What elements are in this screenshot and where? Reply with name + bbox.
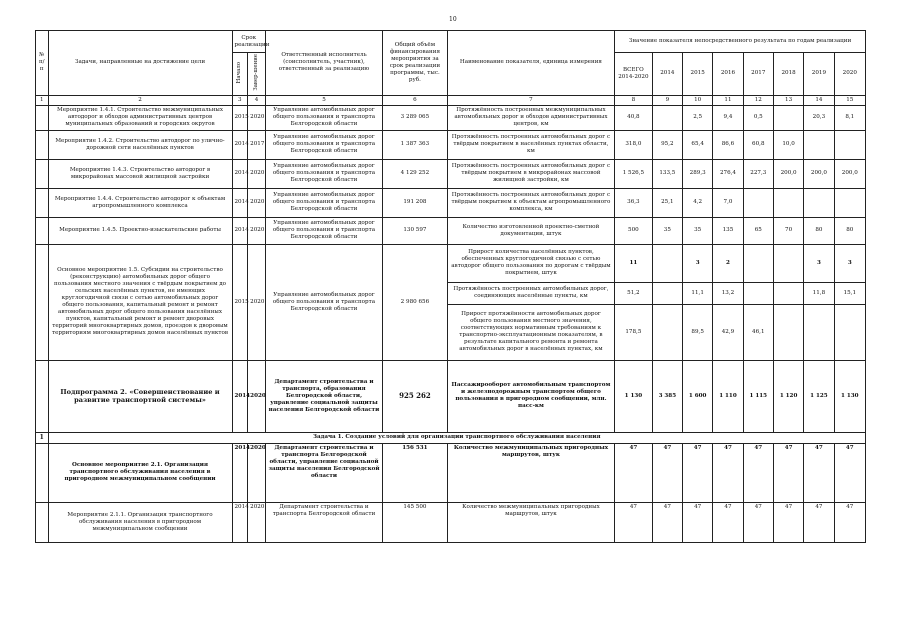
col-number: 7: [447, 95, 614, 105]
header-num: № п/п: [36, 31, 49, 96]
value-cell: 133,5: [652, 159, 682, 188]
value-cell: 200,0: [804, 159, 834, 188]
table-row: [36, 502, 866, 542]
task-cell: Мероприятие 1.4.5. Проектно-изыскательские работы: [48, 217, 232, 244]
col-number: 1: [36, 95, 49, 105]
budget-cell: 145 500: [383, 502, 448, 542]
end-cell: 2020: [248, 217, 266, 244]
indicator-cell: Протяжённость построенных автомобильных дорог с твёрдым покрытием в микрорайонах массовой жилищной застройки, км: [447, 159, 614, 188]
end-cell: 2017: [248, 130, 266, 159]
value-cell: 1 600: [683, 360, 713, 432]
header-year: 2018: [773, 53, 803, 96]
value-cell: 47: [652, 502, 682, 542]
value-cell: 15,1: [834, 282, 865, 304]
header-values-title: Значение показателя непосредственного результата по годам реализации: [615, 31, 866, 53]
value-cell: 3: [804, 244, 834, 282]
col-number: 5: [265, 95, 382, 105]
page-number: 10: [449, 16, 457, 23]
start-cell: 2015: [232, 244, 248, 360]
table-row: [36, 130, 866, 159]
value-cell: 86,6: [713, 130, 743, 159]
indicator-cell: Протяжённость построенных автомобильных дорог с твёрдым покрытием к объектам агропромышленного комплекса, км: [447, 188, 614, 217]
end-cell: 2020: [248, 105, 266, 130]
col-number: 6: [383, 95, 448, 105]
value-cell: [804, 304, 834, 360]
task-cell: Мероприятие 1.4.1. Строительство межмуниципальных автодорог и обходов административных центров муниципальных образований и городских округов: [48, 105, 232, 130]
value-cell: [743, 188, 773, 217]
value-cell: 1 110: [713, 360, 743, 432]
executor-cell: Управление автомобильных дорог общего пользования и транспорта Белгородской области: [265, 130, 382, 159]
value-cell: [773, 105, 803, 130]
task-cell: Основное мероприятие 2.1. Организация транспортного обслуживания населения в пригородном межмуниципальном сообщении: [48, 443, 232, 502]
value-cell: 47: [773, 443, 803, 502]
budget-cell: 1 387 363: [383, 130, 448, 159]
start-cell: 2014: [232, 360, 248, 432]
value-cell: 47: [615, 443, 653, 502]
task-cell: Мероприятие 1.4.3. Строительство автодорог в микрорайонах массовой жилищной застройки: [48, 159, 232, 188]
value-cell: 0,5: [743, 105, 773, 130]
table-row: [36, 217, 866, 244]
end-cell: 2020: [248, 244, 266, 360]
table-row: [36, 105, 866, 130]
end-cell: 2020: [248, 360, 266, 432]
value-cell: 47: [683, 443, 713, 502]
value-cell: 95,2: [652, 130, 682, 159]
value-cell: 3: [834, 244, 865, 282]
start-cell: 2015: [232, 105, 248, 130]
value-cell: 1 125: [804, 360, 834, 432]
value-cell: 25,1: [652, 188, 682, 217]
col-number: 4: [248, 95, 266, 105]
header-start-label: Начало: [236, 61, 243, 84]
value-cell: 1 120: [773, 360, 803, 432]
end-cell: 2020: [248, 188, 266, 217]
subprogram-row: [36, 360, 866, 432]
start-cell: 2014: [232, 188, 248, 217]
value-cell: 46,1: [743, 304, 773, 360]
header-year: 2020: [834, 53, 865, 96]
value-cell: 2: [713, 244, 743, 282]
value-cell: 47: [615, 502, 653, 542]
budget-cell: 2 980 656: [383, 244, 448, 360]
end-cell: 2020: [248, 443, 266, 502]
indicator-cell: Количество межмуниципальных пригородных маршрутов, штук: [447, 443, 614, 502]
value-cell: 3: [683, 244, 713, 282]
value-cell: 47: [773, 502, 803, 542]
start-cell: 2014: [232, 443, 248, 502]
value-cell: 51,2: [615, 282, 653, 304]
value-cell: [652, 244, 682, 282]
value-cell: 227,3: [743, 159, 773, 188]
value-cell: 1 130: [615, 360, 653, 432]
value-cell: 11,8: [804, 282, 834, 304]
value-cell: [773, 244, 803, 282]
value-cell: 2,5: [683, 105, 713, 130]
col-number: 13: [773, 95, 803, 105]
task-cell: Мероприятие 1.4.2. Строительство автодорог по улично-дорожной сети населённых пунктов: [48, 130, 232, 159]
executor-cell: Управление автомобильных дорог общего пользования и транспорта Белгородской области: [265, 244, 382, 360]
header-year: 2019: [804, 53, 834, 96]
value-cell: 89,5: [683, 304, 713, 360]
header-year: 2015: [683, 53, 713, 96]
value-cell: 40,8: [615, 105, 653, 130]
col-number: 11: [713, 95, 743, 105]
value-cell: 1 526,5: [615, 159, 653, 188]
value-cell: [804, 130, 834, 159]
value-cell: 42,9: [713, 304, 743, 360]
budget-cell: 156 531: [383, 443, 448, 502]
value-cell: 35: [652, 217, 682, 244]
value-cell: 47: [834, 443, 865, 502]
value-cell: [773, 188, 803, 217]
indicator-cell: Протяжённость построенных автомобильных дорог с твёрдым покрытием в населённых пунктах области, км: [447, 130, 614, 159]
indicator-cell: Прирост протяжённости автомобильных дорог общего пользования местного значения, соответствующих нормативным требованиям к транспортно-эксплуатационным показателям, в результате капитального ремонта и ремонта автомобильных дорог в населённых пунктах, км: [447, 304, 614, 360]
value-cell: 47: [713, 443, 743, 502]
value-cell: 70: [773, 217, 803, 244]
value-cell: 276,4: [713, 159, 743, 188]
col-number: 12: [743, 95, 773, 105]
header-year: ВСЕГО 2014-2020: [615, 53, 653, 96]
value-cell: [834, 304, 865, 360]
value-cell: 178,5: [615, 304, 653, 360]
value-cell: 20,3: [804, 105, 834, 130]
value-cell: 47: [713, 502, 743, 542]
value-cell: 4,2: [683, 188, 713, 217]
value-cell: 8,1: [834, 105, 865, 130]
indicator-cell: Количество межмуниципальных пригородных маршрутов, штук: [447, 502, 614, 542]
header-end: [248, 53, 266, 96]
value-cell: [652, 105, 682, 130]
value-cell: 11,1: [683, 282, 713, 304]
value-cell: 289,3: [683, 159, 713, 188]
start-cell: 2014: [232, 502, 248, 542]
value-cell: 1 130: [834, 360, 865, 432]
value-cell: 65,4: [683, 130, 713, 159]
end-cell: 2020: [248, 159, 266, 188]
budget-cell: 191 208: [383, 188, 448, 217]
value-cell: [773, 282, 803, 304]
indicator-cell: Количество изготовленной проектно-сметной документации, штук: [447, 217, 614, 244]
value-cell: 9,4: [713, 105, 743, 130]
task-section-title: Задача 1. Создание условий для организации транспортного обслуживания населения: [48, 432, 865, 443]
header-end-label: Завер-шение: [253, 54, 260, 91]
header-executor: Ответственный исполнитель (соисполнитель, участник), ответственный за реализацию: [265, 31, 382, 96]
value-cell: [652, 304, 682, 360]
column-number-row: [36, 95, 866, 105]
indicator-cell: Пассажирооборот автомобильным транспортом и железнодорожным транспортом общего пользования в пригородном сообщении, млн. пасс-км: [447, 360, 614, 432]
value-cell: 47: [683, 502, 713, 542]
value-cell: 80: [804, 217, 834, 244]
task-cell: Мероприятие 1.4.4. Строительство автодорог к объектам агропромышленного комплекса: [48, 188, 232, 217]
task-cell: Мероприятие 2.1.1. Организация транспортного обслуживания населения в пригородном межмуниципальном сообщении: [48, 502, 232, 542]
header-indicator: Наименование показателя, единица измерения: [447, 31, 614, 96]
header-task: Задачи, направленные на достижение цели: [48, 31, 232, 96]
header-year: 2016: [713, 53, 743, 96]
value-cell: 135: [713, 217, 743, 244]
start-cell: 2014: [232, 130, 248, 159]
value-cell: 47: [652, 443, 682, 502]
executor-cell: Департамент строительства и транспорта Белгородской области: [265, 502, 382, 542]
value-cell: 35: [683, 217, 713, 244]
table-row: [36, 159, 866, 188]
executor-cell: Управление автомобильных дорог общего пользования и транспорта Белгородской области: [265, 217, 382, 244]
value-cell: [652, 282, 682, 304]
budget-cell: 130 597: [383, 217, 448, 244]
executor-cell: Управление автомобильных дорог общего пользования и транспорта Белгородской области: [265, 159, 382, 188]
value-cell: 3 385: [652, 360, 682, 432]
indicator-cell: Протяжённость построенных межмуниципальных автомобильных дорог и обходов административных центров, км: [447, 105, 614, 130]
value-cell: 47: [804, 443, 834, 502]
value-cell: 200,0: [773, 159, 803, 188]
executor-cell: Департамент строительства и транспорта, образования Белгородской области, управление социальной защиты населения Белгородской области: [265, 360, 382, 432]
col-number: 10: [683, 95, 713, 105]
table-row: [36, 244, 866, 282]
table-row: [36, 188, 866, 217]
budget-cell: 3 289 065: [383, 105, 448, 130]
value-cell: 60,8: [743, 130, 773, 159]
value-cell: 47: [743, 502, 773, 542]
header-year: 2017: [743, 53, 773, 96]
value-cell: 318,0: [615, 130, 653, 159]
header-term: Срок реализации: [232, 31, 265, 53]
start-cell: 2014: [232, 159, 248, 188]
value-cell: 47: [834, 502, 865, 542]
header-start: [232, 53, 248, 96]
value-cell: 80: [834, 217, 865, 244]
value-cell: [834, 188, 865, 217]
value-cell: 10,0: [773, 130, 803, 159]
value-cell: 36,3: [615, 188, 653, 217]
indicator-table: [35, 30, 866, 543]
header-year: 2014: [652, 53, 682, 96]
value-cell: 65: [743, 217, 773, 244]
value-cell: 7,0: [713, 188, 743, 217]
value-cell: 500: [615, 217, 653, 244]
value-cell: 47: [804, 502, 834, 542]
value-cell: 1 115: [743, 360, 773, 432]
value-cell: 13,2: [713, 282, 743, 304]
task-section-num: 1: [36, 432, 49, 443]
end-cell: 2020: [248, 502, 266, 542]
budget-cell: 4 129 252: [383, 159, 448, 188]
header-budget: Общий объём финансирования мероприятия за срок реализации программы, тыс. руб.: [383, 31, 448, 96]
value-cell: 47: [743, 443, 773, 502]
indicator-cell: Протяжённость построенных автомобильных дорог, соединяющих населённые пункты, км: [447, 282, 614, 304]
budget-cell: 925 262: [383, 360, 448, 432]
subprogram-title: Подпрограмма 2. «Совершенствование и развитие транспортной системы»: [48, 360, 232, 432]
value-cell: [834, 130, 865, 159]
col-number: 8: [615, 95, 653, 105]
value-cell: [804, 188, 834, 217]
executor-cell: Управление автомобильных дорог общего пользования и транспорта Белгородской области: [265, 105, 382, 130]
col-number: 14: [804, 95, 834, 105]
value-cell: [743, 244, 773, 282]
col-number: 3: [232, 95, 248, 105]
col-number: 15: [834, 95, 865, 105]
indicator-cell: Прирост количества населённых пунктов, обеспеченных круглогодичной связью с сетью автодорог общего пользования по дорогам с твёрдым покрытием, штук: [447, 244, 614, 282]
executor-cell: Управление автомобильных дорог общего пользования и транспорта Белгородской области: [265, 188, 382, 217]
value-cell: [773, 304, 803, 360]
table-row: [36, 443, 866, 502]
value-cell: [743, 282, 773, 304]
executor-cell: Департамент строительства и транспорта Белгородской области, управление социальной защиты населения Белгородской области: [265, 443, 382, 502]
task-section-row: [36, 432, 866, 443]
value-cell: 11: [615, 244, 653, 282]
start-cell: 2014: [232, 217, 248, 244]
task-cell: Основное мероприятие 1.5. Субсидии на строительство (реконструкцию) автомобильных дорог общего пользования местного значения с твёрдым покрытием до сельских населённых пунктов, не имеющих круглогодичной связи с сетью автомобильных дорог общего пользования, капитальный ремонт и ремонт автомобильных дорог общего пользования населённых пунктов, капитальный ремонт и ремонт дворовых территорий многоквартирных домов, проездов к дворовым территориям многоквартирных домов населённых пунктов: [48, 244, 232, 360]
col-number: 2: [48, 95, 232, 105]
col-number: 9: [652, 95, 682, 105]
value-cell: 200,0: [834, 159, 865, 188]
